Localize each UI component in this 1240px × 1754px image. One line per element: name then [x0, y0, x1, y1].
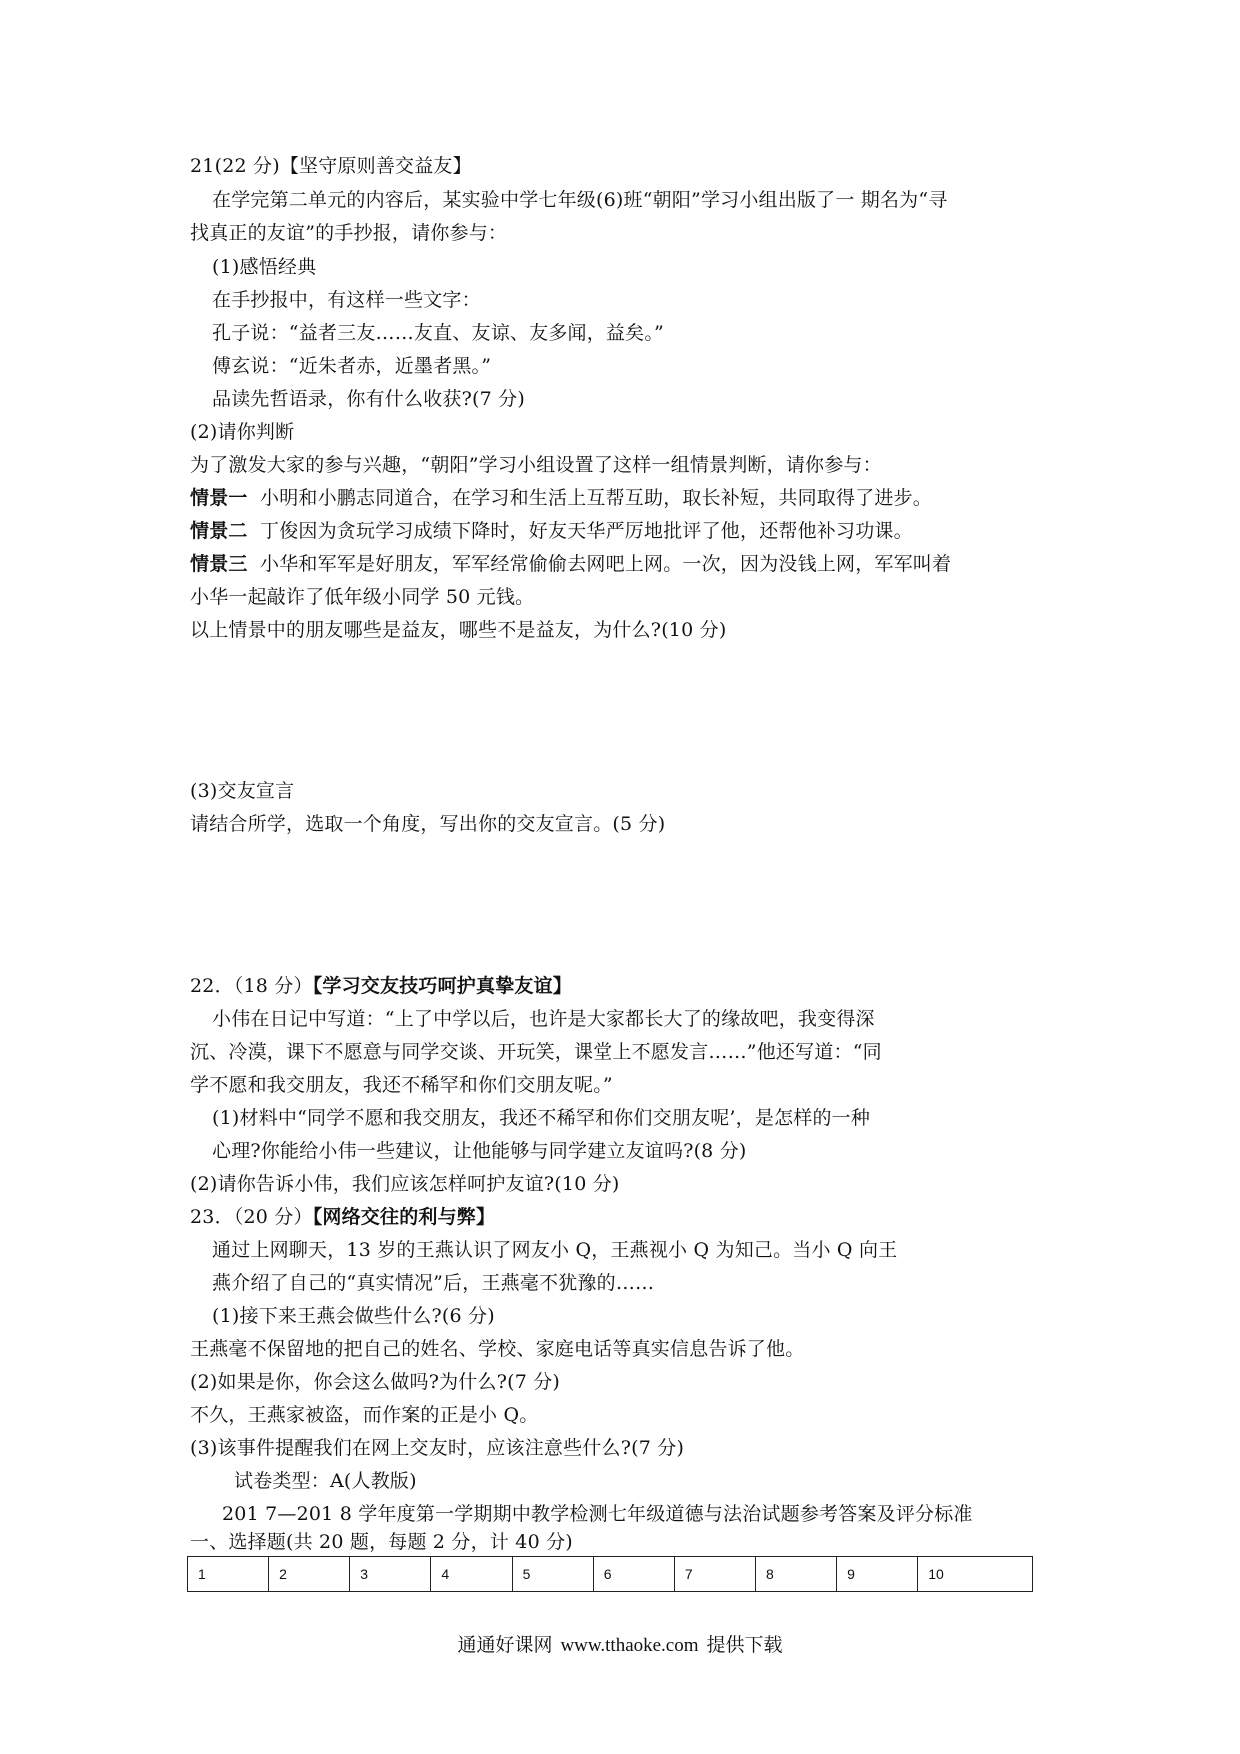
answer-cell: 3: [350, 1557, 431, 1592]
q22-text-2: 沉、冷漠，课下不愿意与同学交谈、开玩笑，课堂上不愿发言……”他还写道：“同: [190, 1041, 882, 1063]
answer-key-title: 201 7—201 8 学年度第一学期期中教学检测七年级道德与法治试题参考答案及评分标准: [222, 1503, 973, 1525]
q23-question-3: (3)该事件提醒我们在网上交友时，应该注意些什么?(7 分): [190, 1437, 685, 1459]
q22-points: 22．（18 分）: [190, 975, 313, 997]
paper-type: 试卷类型：A(人教版): [234, 1470, 417, 1492]
q23-text-1: 通过上网聊天，13 岁的王燕认识了网友小 Q，王燕视小 Q 为知己。当小 Q 向王: [212, 1239, 898, 1261]
q21-title: 【坚守原则善交益友】: [279, 155, 472, 177]
q21-quote-fuxuan: 傅玄说：“近朱者赤，近墨者黑。”: [212, 355, 492, 377]
q21-scene-2: [190, 519, 913, 543]
q22-title: 【学习交友技巧呵护真挚友谊】: [312, 975, 573, 997]
scene-3-label: 情景三: [190, 553, 248, 575]
footer-site-name: 通通好课网: [457, 1634, 553, 1656]
q21-scene-3-text-2: 小华一起敲诈了低年级小同学 50 元钱。: [190, 586, 535, 608]
q21-part1-line1: 在手抄报中，有这样一些文字：: [212, 289, 481, 311]
q23-question-2: (2)如果是你，你会这么做吗?为什么?(7 分): [190, 1371, 561, 1393]
answer-cell: 9: [837, 1557, 918, 1592]
answer-section-1: 一、选择题(共 20 题，每题 2 分，计 40 分): [190, 1531, 573, 1553]
scene-2-label: 情景二: [190, 520, 248, 542]
answer-cell: 1: [188, 1557, 269, 1592]
q21-part2-intro: 为了激发大家的参与兴趣，“朝阳”学习小组设置了这样一组情景判断，请你参与：: [190, 454, 882, 476]
scene-1-label: 情景一: [190, 487, 248, 509]
q21-heading: [190, 154, 472, 178]
q22-question-2: (2)请你告诉小伟，我们应该怎样呵护友谊?(10 分): [190, 1173, 620, 1195]
answer-cell: 10: [918, 1557, 1033, 1592]
q21-part1-title: (1)感悟经典: [212, 256, 317, 278]
answer-cell: 6: [593, 1557, 674, 1592]
q23-heading: [190, 1205, 495, 1229]
page-footer: [0, 1630, 1240, 1657]
answer-cell: 8: [755, 1557, 836, 1592]
footer-suffix: 提供下载: [706, 1634, 783, 1656]
q23-text-2: 燕介绍了自己的“真实情况”后，王燕毫不犹豫的……: [212, 1272, 655, 1294]
q21-part1-question: 品读先哲语录，你有什么收获?(7 分): [212, 388, 525, 410]
q23-points: 23．（20 分）: [190, 1206, 313, 1228]
q21-scene-1: [190, 486, 932, 510]
q21-part2-question: 以上情景中的朋友哪些是益友，哪些不是益友，为什么?(10 分): [190, 619, 727, 641]
scene-1-text: 小明和小鹏志同道合，在学习和生活上互帮互助，取长补短，共同取得了进步。: [260, 487, 933, 509]
footer-url[interactable]: www.tthaoke.com: [560, 1635, 699, 1656]
scene-3-text-1: 小华和军军是好朋友，军军经常偷偷去网吧上网。一次，因为没钱上网，军军叫着: [260, 553, 952, 575]
q22-heading: [190, 974, 572, 998]
answer-table: [187, 1556, 1033, 1592]
q21-part2-title: (2)请你判断: [190, 421, 295, 443]
q21-intro-2: 找真正的友谊”的手抄报，请你参与：: [190, 222, 508, 244]
q22-question-1b: 心理?你能给小伟一些建议，让他能够与同学建立友谊吗?(8 分): [212, 1140, 747, 1162]
answer-cell: 2: [269, 1557, 350, 1592]
q21-quote-confucius: 孔子说：“益者三友……友直、友谅、友多闻，益矣。”: [212, 322, 664, 344]
q22-text-3: 学不愿和我交朋友，我还不稀罕和你们交朋友呢。”: [190, 1074, 613, 1096]
answer-cell: 5: [512, 1557, 593, 1592]
q21-points: 21(22 分): [190, 155, 280, 177]
q21-scene-3: [190, 552, 951, 576]
q21-intro-1: 在学完第二单元的内容后，某实验中学七年级(6)班“朝阳”学习小组出版了一 期名为“寻: [212, 189, 948, 211]
q23-title: 【网络交往的利与弊】: [312, 1206, 496, 1228]
q21-part3-title: (3)交友宣言: [190, 780, 295, 802]
q21-part3-question: 请结合所学，选取一个角度，写出你的交友宣言。(5 分): [190, 813, 666, 835]
q23-info-2: 不久，王燕家被盗，而作案的正是小 Q。: [190, 1404, 539, 1426]
q22-question-1a: (1)材料中“同学不愿和我交朋友，我还不稀罕和你们交朋友呢’，是怎样的一种: [212, 1107, 871, 1129]
q23-question-1: (1)接下来王燕会做些什么?(6 分): [212, 1305, 495, 1327]
q22-text-1: 小伟在日记中写道：“上了中学以后，也许是大家都长大了的缘故吧，我变得深: [212, 1008, 875, 1030]
q23-info-1: 王燕毫不保留地的把自己的姓名、学校、家庭电话等真实信息告诉了他。: [190, 1338, 805, 1360]
answer-cell: 4: [431, 1557, 512, 1592]
answer-table-row: [188, 1557, 1033, 1592]
scene-2-text: 丁俊因为贪玩学习成绩下降时，好友天华严厉地批评了他，还帮他补习功课。: [260, 520, 913, 542]
answer-cell: 7: [674, 1557, 755, 1592]
